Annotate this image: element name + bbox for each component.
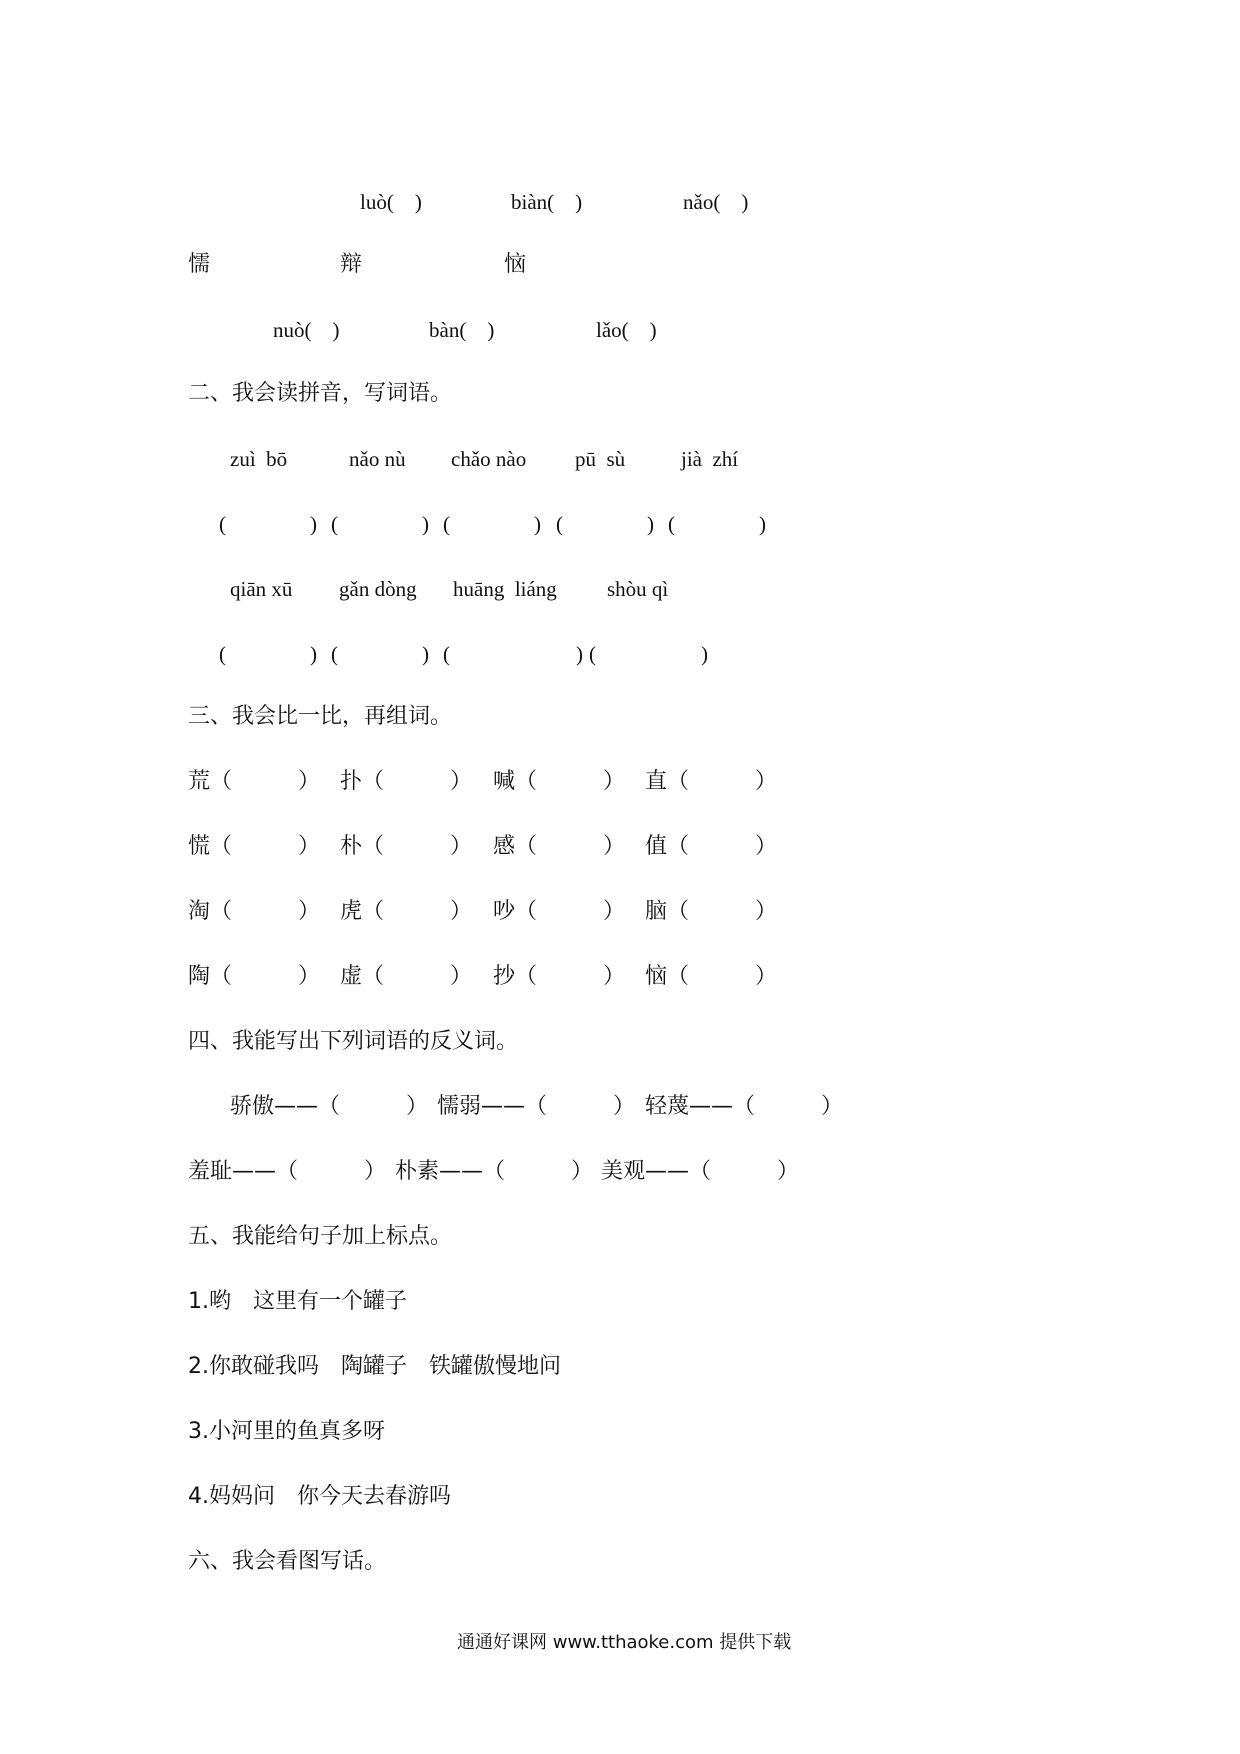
word-group-item[interactable]: 吵（ ） bbox=[493, 899, 626, 924]
section-heading: 五、我能给句子加上标点。 bbox=[188, 1224, 453, 1249]
word-group-item[interactable]: 朴（ ） bbox=[340, 834, 473, 859]
word-group-item[interactable]: 喊（ ） bbox=[493, 769, 626, 794]
section-heading: 六、我会看图写话。 bbox=[188, 1549, 387, 1574]
section-heading: 三、我会比一比，再组词。 bbox=[188, 704, 453, 729]
answer-blank[interactable]: ( ) bbox=[443, 642, 583, 666]
pinyin-word: gǎn dòng bbox=[339, 577, 417, 601]
answer-blank[interactable]: ( ) bbox=[331, 642, 429, 666]
antonym-item[interactable]: 羞耻——（ ） bbox=[188, 1159, 387, 1184]
answer-blank[interactable]: ( ) bbox=[331, 512, 429, 536]
word-group-item[interactable]: 虚（ ） bbox=[340, 964, 473, 989]
pinyin-word: huāng liáng bbox=[453, 577, 557, 601]
pinyin-word: shòu qì bbox=[607, 577, 669, 601]
word-group-item[interactable]: 值（ ） bbox=[645, 834, 778, 859]
antonym-item[interactable]: 轻蔑——（ ） bbox=[645, 1094, 844, 1119]
answer-blank[interactable]: ( ) bbox=[589, 642, 708, 666]
word-group-item[interactable]: 淘（ ） bbox=[188, 899, 321, 924]
answer-blank[interactable]: ( ) bbox=[668, 512, 766, 536]
punctuation-sentence: 1.哟 这里有一个罐子 bbox=[188, 1289, 407, 1314]
word-group-item[interactable]: 直（ ） bbox=[645, 769, 778, 794]
pinyin-item: luò( ) bbox=[360, 190, 422, 214]
word-group-item[interactable]: 抄（ ） bbox=[493, 964, 626, 989]
word-group-item[interactable]: 感（ ） bbox=[493, 834, 626, 859]
pinyin-word: qiān xū bbox=[230, 577, 293, 601]
answer-blank[interactable]: ( ) bbox=[219, 642, 317, 666]
answer-blank[interactable]: ( ) bbox=[443, 512, 541, 536]
pinyin-word: zuì bō bbox=[230, 447, 288, 471]
answer-blank[interactable]: ( ) bbox=[556, 512, 654, 536]
punctuation-sentence: 3.小河里的鱼真多呀 bbox=[188, 1419, 385, 1444]
pinyin-item: bàn( ) bbox=[429, 318, 495, 342]
pinyin-item: nuò( ) bbox=[273, 318, 340, 342]
character: 辩 bbox=[340, 252, 363, 277]
answer-blank[interactable]: ( ) bbox=[219, 512, 317, 536]
antonym-item[interactable]: 美观——（ ） bbox=[601, 1159, 800, 1184]
character: 懦 bbox=[188, 252, 211, 277]
pinyin-item: biàn( ) bbox=[511, 190, 583, 214]
pinyin-word: pū sù bbox=[575, 447, 626, 471]
antonym-item[interactable]: 朴素——（ ） bbox=[395, 1159, 594, 1184]
word-group-item[interactable]: 陶（ ） bbox=[188, 964, 321, 989]
punctuation-sentence: 2.你敢碰我吗 陶罐子 铁罐傲慢地问 bbox=[188, 1354, 561, 1379]
section-heading: 四、我能写出下列词语的反义词。 bbox=[188, 1029, 519, 1054]
antonym-item[interactable]: 骄傲——（ ） bbox=[230, 1094, 429, 1119]
antonym-item[interactable]: 懦弱——（ ） bbox=[437, 1094, 636, 1119]
word-group-item[interactable]: 扑（ ） bbox=[340, 769, 473, 794]
word-group-item[interactable]: 虎（ ） bbox=[340, 899, 473, 924]
pinyin-item: nǎo( ) bbox=[683, 190, 749, 214]
pinyin-item: lǎo( ) bbox=[596, 318, 657, 342]
footer-text: 通通好课网 www.tthaoke.com 提供下载 bbox=[457, 1632, 792, 1653]
word-group-item[interactable]: 荒（ ） bbox=[188, 769, 321, 794]
word-group-item[interactable]: 慌（ ） bbox=[188, 834, 321, 859]
character: 恼 bbox=[504, 252, 527, 277]
word-group-item[interactable]: 恼（ ） bbox=[645, 964, 778, 989]
punctuation-sentence: 4.妈妈问 你今天去春游吗 bbox=[188, 1484, 451, 1509]
pinyin-word: nǎo nù bbox=[349, 447, 406, 471]
word-group-item[interactable]: 脑（ ） bbox=[645, 899, 778, 924]
pinyin-word: jià zhí bbox=[681, 447, 739, 471]
section-heading: 二、我会读拼音，写词语。 bbox=[188, 381, 453, 406]
pinyin-word: chǎo nào bbox=[451, 447, 527, 471]
